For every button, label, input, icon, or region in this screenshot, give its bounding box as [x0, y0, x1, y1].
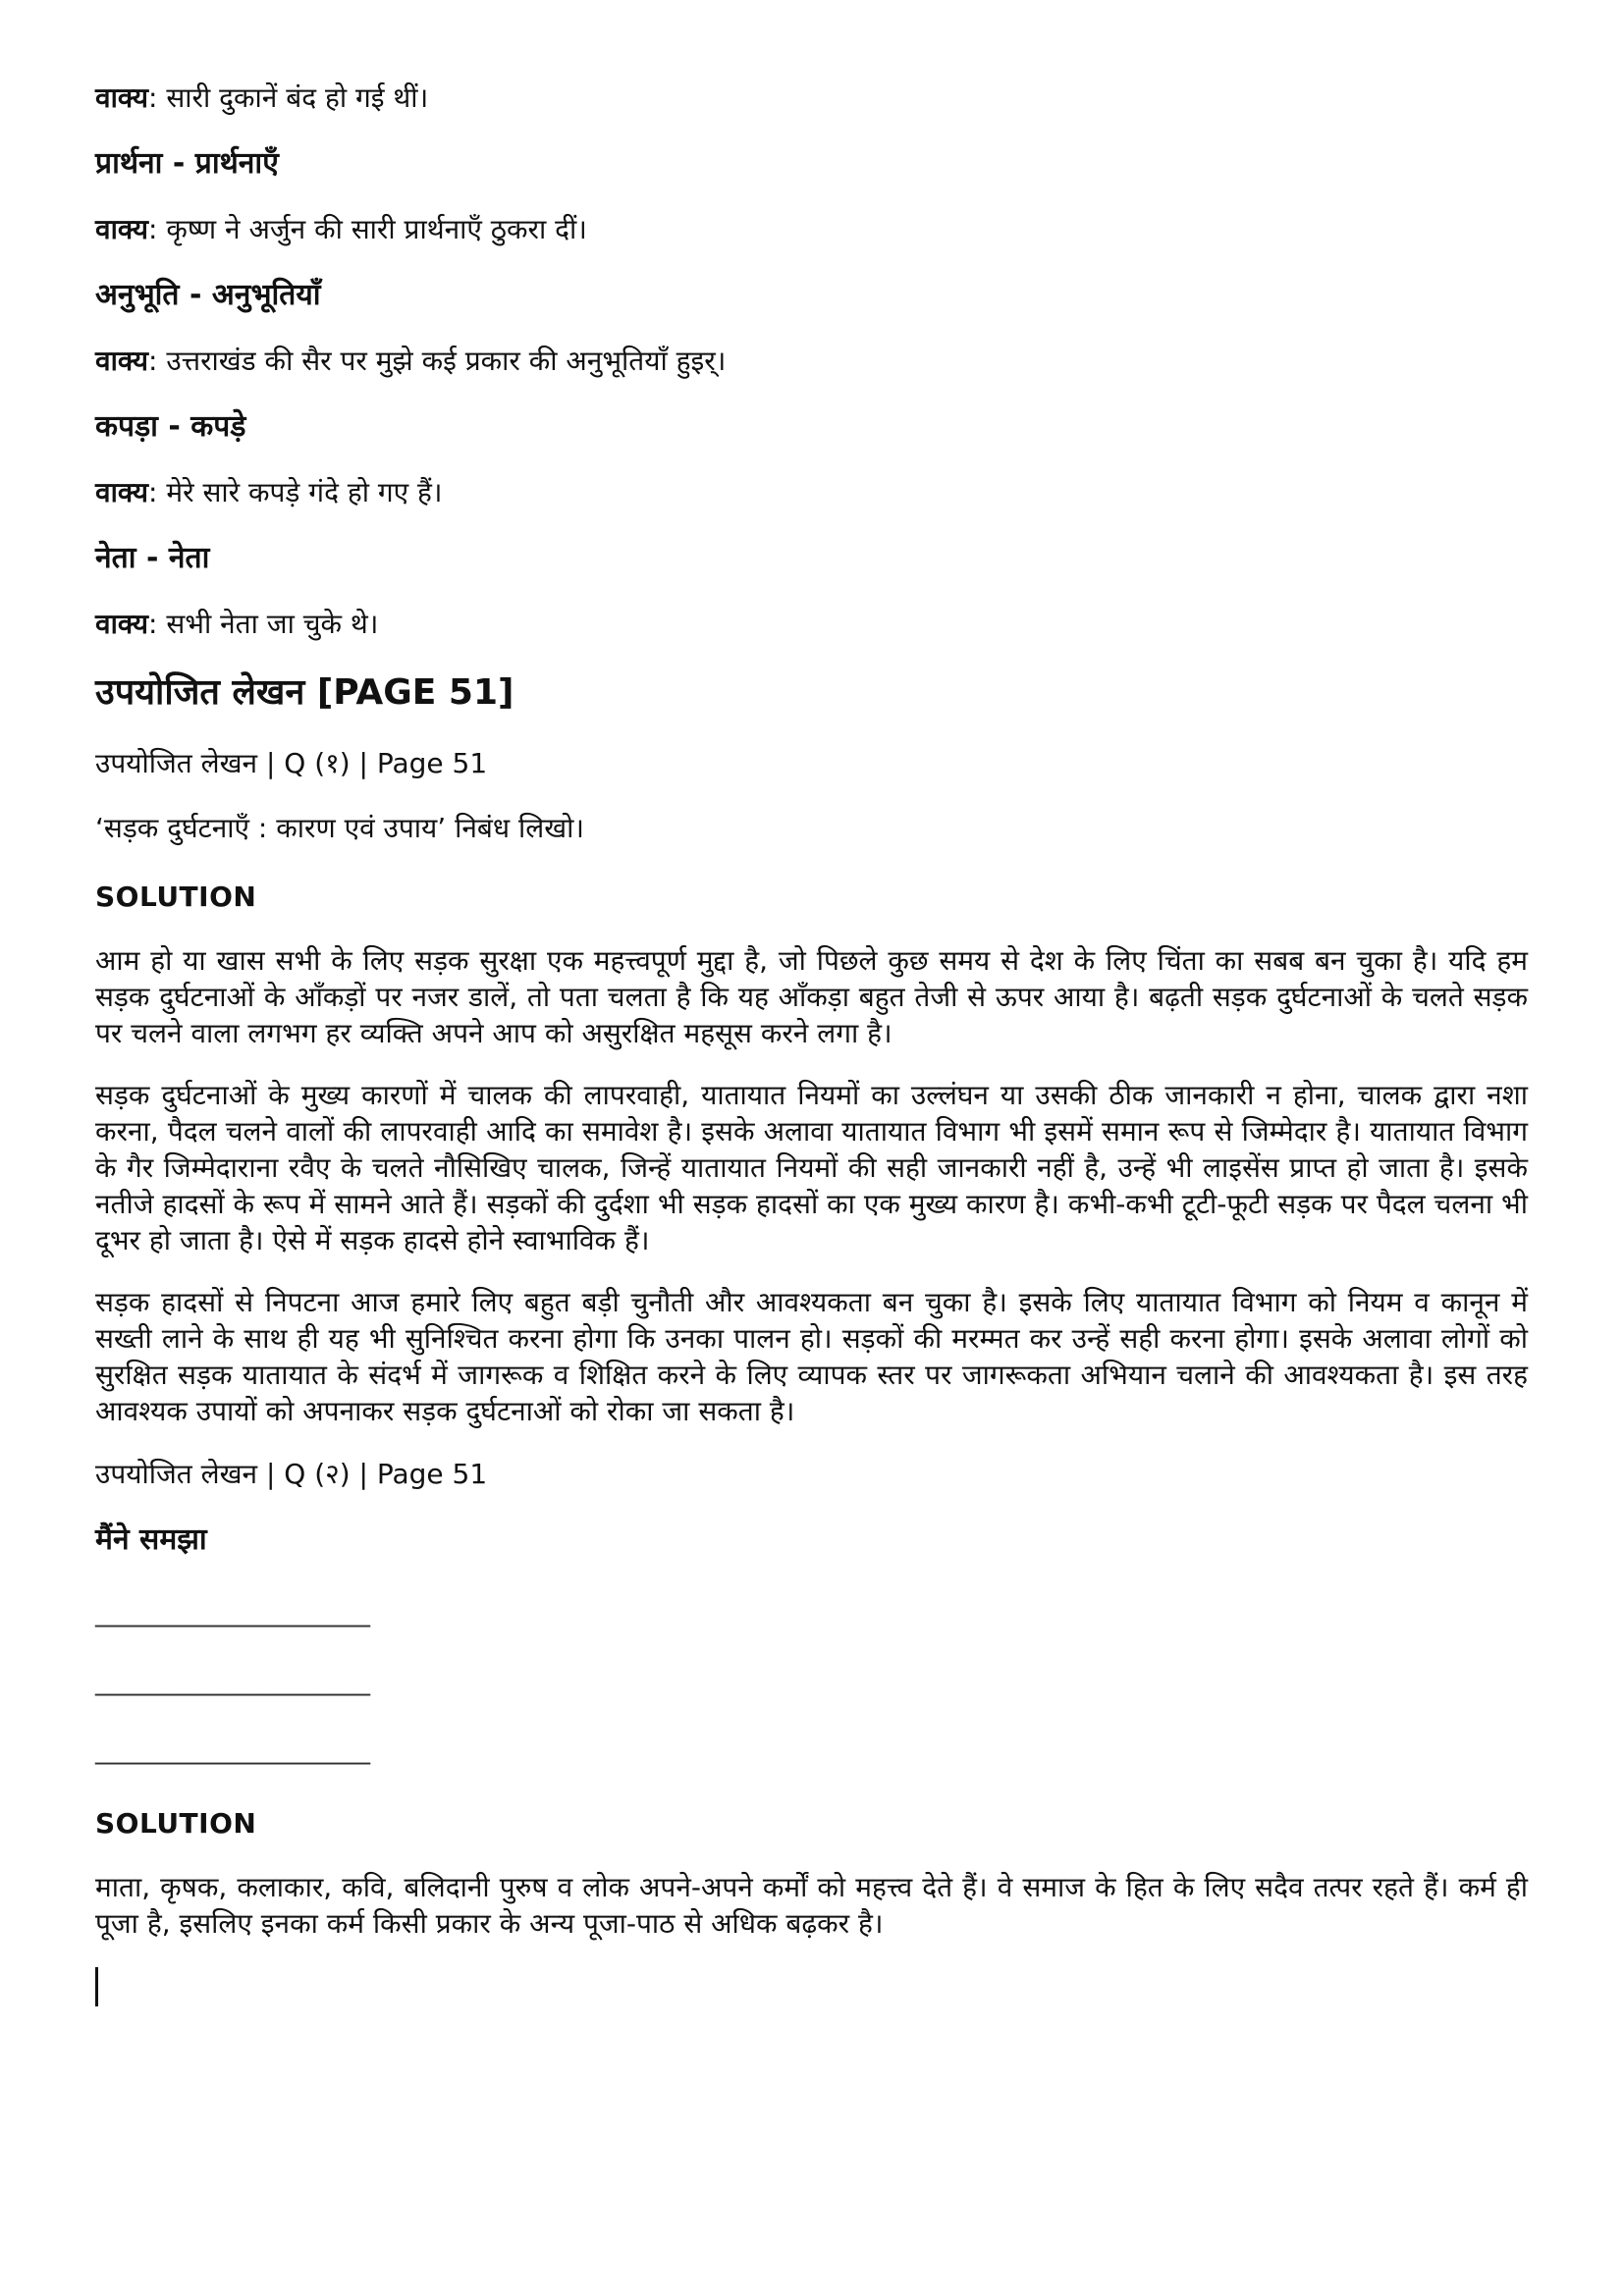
solution-heading: SOLUTION: [95, 881, 257, 913]
question-2: [95, 1455, 1528, 2006]
solution-paragraph: आम हो या खास सभी के लिए सड़क सुरक्षा एक महत्त्वपूर्ण मुद्दा है, जो पिछले कुछ समय से देश के लिए चिंता का सबब बन चुका है। यदि हम सड़क दुर्घटनाओं के आँकड़ों पर नजर डालें, तो पता चलता है कि यह आँकड़ा बहुत तेजी से ऊपर आया है। बढ़ती सड़क दुर्घटनाओं के चलते सड़क पर चलने वाला लगभग हर व्यक्ति अपने आप को असुरक्षित महसूस करने लगा है।: [95, 944, 1528, 1049]
word-pair-heading: नेता - नेता: [95, 541, 210, 575]
sentence-label: वाक्य: [95, 476, 149, 508]
section-title: उपयोजित लेखन [PAGE 51]: [95, 672, 514, 713]
sentence-text: : सभी नेता जा चुके थे।: [148, 608, 379, 640]
sentence-label: वाक्य: [95, 81, 149, 114]
sentence-text: : कृष्ण ने अर्जुन की सारी प्रार्थनाएँ ठुकरा दीं।: [148, 213, 587, 245]
word-pair-heading: अनुभूति - अनुभूतियाँ: [95, 278, 321, 312]
example-sentence: [95, 79, 1528, 118]
sentence-label: वाक्य: [95, 608, 149, 640]
question-reference: उपयोजित लेखन | Q (१) | Page 51: [95, 747, 488, 779]
word-pairs-list: [95, 79, 1528, 644]
question-reference: उपयोजित लेखन | Q (२) | Page 51: [95, 1458, 488, 1490]
answer-blank-line: ____________________: [95, 1733, 370, 1765]
answer-blank-line: ____________________: [95, 1595, 370, 1628]
sentence-label: वाक्य: [95, 345, 149, 377]
sentence-text: : मेरे सारे कपड़े गंदे हो गए हैं।: [148, 476, 443, 508]
question-text: ‘सड़क दुर्घटनाएँ : कारण एवं उपाय’ निबंध लिखो।: [95, 812, 585, 844]
sentence-text: : उत्तराखंड की सैर पर मुझे कई प्रकार की अनुभूतियाँ हुइर्।: [148, 345, 727, 377]
word-pair-heading: प्रार्थना - प्रार्थनाएँ: [95, 146, 279, 181]
sentence-label: वाक्य: [95, 213, 149, 245]
answer-blank-line: ____________________: [95, 1664, 370, 1696]
example-sentence: [95, 605, 1528, 644]
question-1: [95, 744, 1528, 1429]
example-sentence: [95, 210, 1528, 249]
solution-paragraph: सड़क हादसों से निपटना आज हमारे लिए बहुत बड़ी चुनौती और आवश्यकता बन चुका है। इसके लिए यातायात विभाग को नियम व कानून में सख्ती लाने के साथ ही यह भी सुनिश्चित करना होगा कि उनका पालन हो। सड़कों की मरम्मत कर उन्हें सही करना होगा। इसके अलावा लोगों को सुरक्षित सड़क यातायात के संदर्भ में जागरूक व शिक्षित करने के लिए व्यापक स्तर पर जागरूकता अभियान चलाने की आवश्यकता है। इस तरह आवश्यक उपायों को अपनाकर सड़क दुर्घटनाओं को रोका जा सकता है।: [95, 1286, 1528, 1427]
text-cursor: [95, 1967, 98, 2006]
solution-heading: SOLUTION: [95, 1807, 257, 1840]
solution-paragraph: माता, कृषक, कलाकार, कवि, बलिदानी पुरुष व लोक अपने-अपने कर्मों को महत्त्व देते हैं। वे समाज के हित के लिए सदैव तत्पर रहते हैं। कर्म ही पूजा है, इसलिए इनका कर्म किसी प्रकार के अन्य पूजा-पाठ से अधिक बढ़कर है।: [95, 1871, 1528, 1940]
example-sentence: [95, 473, 1528, 512]
solution-paragraph: सड़क दुर्घटनाओं के मुख्य कारणों में चालक की लापरवाही, यातायात नियमों का उल्लंघन या उसकी ठीक जानकारी न होना, चालक द्वारा नशा करना, पैदल चलने वालों की लापरवाही आदि का समावेश है। इसके अलावा यातायात विभाग भी इसमें समान रूप से जिम्मेदार है। यातायात विभाग के गैर जिम्मेदाराना रवैए के चलते नौसिखिए चालक, जिन्हें यातायात नियमों की सही जानकारी नहीं है, उन्हें भी लाइसेंस प्राप्त हो जाता है। इसके नतीजे हादसों के रूप में सामने आते हैं। सड़कों की दुर्दशा भी सड़क हादसों का एक मुख्य कारण है। कभी-कभी टूटी-फूटी सड़क पर पैदल चलना भी दूभर हो जाता है। ऐसे में सड़क हादसे होने स्वाभाविक हैं।: [95, 1079, 1528, 1256]
question-heading: मैंने समझा: [95, 1522, 207, 1557]
word-pair-heading: कपड़ा - कपड़े: [95, 409, 246, 444]
example-sentence: [95, 342, 1528, 381]
sentence-text: : सारी दुकानें बंद हो गई थीं।: [148, 81, 429, 114]
